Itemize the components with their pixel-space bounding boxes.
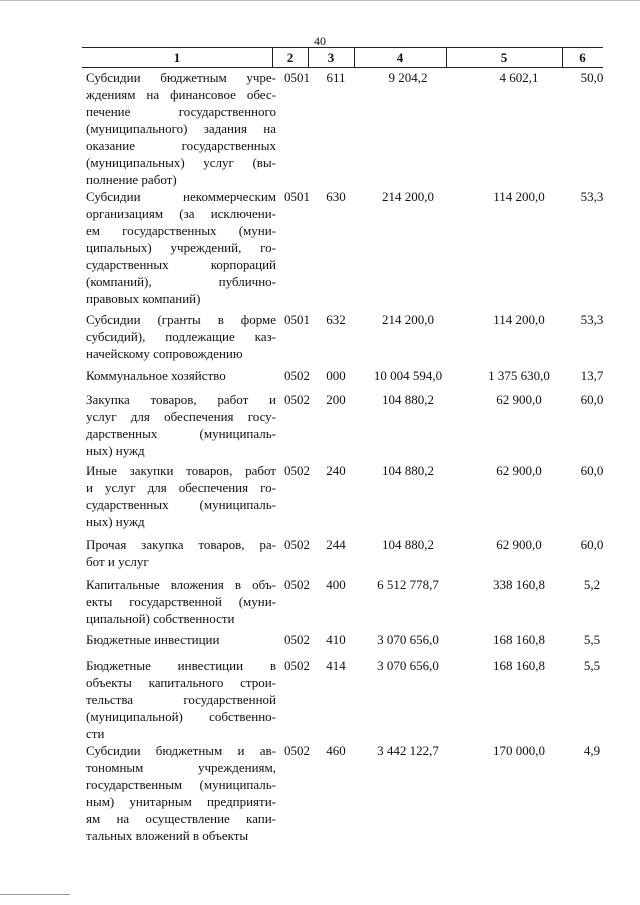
cell-c2: 0502	[284, 658, 310, 673]
description-line: государственным (муниципаль-	[86, 777, 276, 792]
description-line: Субсидии бюджетным и ав-	[86, 743, 276, 758]
description-line: ем государственных (муни-	[86, 223, 276, 238]
description-line: объекты капитального строи-	[86, 675, 276, 690]
description-line: ных) нужд	[86, 514, 145, 529]
row-description	[86, 311, 276, 362]
description-line: начейскому сопровождению	[86, 346, 243, 361]
description-line: сударственных (муниципаль-	[86, 497, 276, 512]
row-description	[86, 391, 276, 459]
row-description	[86, 657, 276, 742]
description-line: тельства государственной	[86, 692, 276, 707]
cell-c6: 5,5	[583, 632, 601, 647]
cell-c5: 62 900,0	[496, 537, 542, 552]
description-line: субсидий), подлежащие каз-	[86, 329, 276, 344]
cell-c4: 104 880,2	[382, 463, 434, 478]
description-line: дарственных (муниципаль-	[86, 426, 276, 441]
description-line: Коммунальное хозяйство	[86, 368, 226, 383]
description-line: тальных вложений в объекты	[86, 828, 249, 843]
row-description	[86, 462, 276, 530]
cell-c2: 0502	[284, 632, 310, 647]
description-line: (муниципальных) услуг (вы-	[86, 155, 276, 170]
header-col-1: 1	[173, 50, 181, 65]
cell-c2: 0501	[284, 70, 310, 85]
cell-c5: 1 375 630,0	[488, 368, 550, 383]
cell-c5: 4 602,1	[499, 70, 539, 85]
header-col-4: 4	[396, 50, 404, 65]
cell-c6: 50,0	[580, 70, 604, 85]
description-line: ждениям на финансовое обес-	[86, 87, 276, 102]
scan-mark	[0, 894, 70, 895]
cell-c3: 414	[326, 658, 346, 673]
cell-c2: 0502	[284, 577, 310, 592]
description-line: Субсидии (гранты в форме	[86, 312, 276, 327]
row-description	[86, 536, 276, 570]
description-line: Капитальные вложения в объ-	[86, 577, 276, 592]
cell-c5: 170 000,0	[493, 743, 545, 758]
description-line: Бюджетные инвестиции	[86, 632, 220, 647]
row-description	[86, 188, 276, 307]
row-description	[86, 631, 276, 648]
cell-c3: 400	[326, 577, 346, 592]
header-col-6: 6	[579, 50, 586, 65]
description-line: сударственных корпораций	[86, 257, 276, 272]
cell-c5: 62 900,0	[496, 392, 542, 407]
cell-c5: 62 900,0	[496, 463, 542, 478]
cell-c6: 5,2	[583, 577, 601, 592]
description-line: правовых компаний)	[86, 291, 201, 306]
table-header	[82, 47, 603, 68]
description-line: печение государственного	[86, 104, 276, 119]
cell-c3: 410	[326, 632, 346, 647]
cell-c4: 6 512 778,7	[377, 577, 439, 592]
cell-c4: 3 442 122,7	[377, 743, 439, 758]
cell-c4: 104 880,2	[382, 537, 434, 552]
cell-c6: 53,3	[580, 189, 604, 204]
description-line: Субсидии бюджетным учре-	[86, 70, 276, 85]
description-line: сти	[86, 726, 105, 741]
cell-c4: 214 200,0	[382, 312, 434, 327]
description-line: Иные закупки товаров, работ	[86, 463, 276, 478]
cell-c3: 200	[326, 392, 346, 407]
description-line: тономным учреждениям,	[86, 760, 276, 775]
description-line: ям на осуществление капи-	[86, 811, 276, 826]
cell-c6: 4,9	[583, 743, 601, 758]
description-line: полнение работ)	[86, 172, 177, 187]
cell-c3: 240	[326, 463, 346, 478]
description-line: Бюджетные инвестиции в	[86, 658, 276, 673]
cell-c5: 168 160,8	[493, 632, 545, 647]
row-description	[86, 69, 276, 188]
row-description	[86, 367, 276, 384]
description-line: ным) унитарным предприяти-	[86, 794, 276, 809]
cell-c4: 10 004 594,0	[373, 368, 443, 383]
cell-c5: 168 160,8	[493, 658, 545, 673]
cell-c6: 13,7	[580, 368, 604, 383]
cell-c6: 5,5	[583, 658, 601, 673]
cell-c3: 460	[326, 743, 346, 758]
cell-c5: 338 160,8	[493, 577, 545, 592]
cell-c3: 000	[326, 368, 346, 383]
page-number: 40	[314, 34, 326, 48]
cell-c3: 244	[326, 537, 346, 552]
cell-c2: 0502	[284, 392, 310, 407]
description-line: ципальной) собственности	[86, 611, 235, 626]
cell-c6: 53,3	[580, 312, 604, 327]
description-line: Прочая закупка товаров, ра-	[86, 537, 276, 552]
cell-c2: 0501	[284, 312, 310, 327]
description-line: услуг для обеспечения госу-	[86, 409, 276, 424]
cell-c4: 214 200,0	[382, 189, 434, 204]
cell-c4: 104 880,2	[382, 392, 434, 407]
cell-c2: 0502	[284, 743, 310, 758]
cell-c2: 0502	[284, 537, 310, 552]
description-line: ных) нужд	[86, 443, 145, 458]
row-description	[86, 576, 276, 627]
description-line: ципальных) учреждений, го-	[86, 240, 276, 255]
description-line: и услуг для обеспечения го-	[86, 480, 276, 495]
cell-c4: 3 070 656,0	[377, 658, 439, 673]
cell-c2: 0501	[284, 189, 310, 204]
header-col-3: 3	[327, 50, 335, 65]
cell-c3: 611	[326, 70, 346, 85]
row-description	[86, 742, 276, 844]
cell-c4: 9 204,2	[388, 70, 428, 85]
cell-c4: 3 070 656,0	[377, 632, 439, 647]
description-line: (муниципального) задания на	[86, 121, 276, 136]
cell-c3: 632	[326, 312, 346, 327]
cell-c6: 60,0	[580, 463, 604, 478]
header-col-2: 2	[286, 50, 294, 65]
header-col-5: 5	[500, 50, 508, 65]
description-line: Субсидии некоммерческим	[86, 189, 276, 204]
cell-c3: 630	[326, 189, 346, 204]
description-line: Закупка товаров, работ и	[86, 392, 276, 407]
cell-c2: 0502	[284, 463, 310, 478]
cell-c6: 60,0	[580, 392, 604, 407]
scan-edge	[0, 0, 640, 1]
description-line: бот и услуг	[86, 554, 149, 569]
description-line: (муниципальной) собственно-	[86, 709, 276, 724]
description-line: екты государственной (муни-	[86, 594, 276, 609]
cell-c6: 60,0	[580, 537, 604, 552]
cell-c5: 114 200,0	[493, 189, 545, 204]
description-line: (компаний), публично-	[86, 274, 276, 289]
cell-c2: 0502	[284, 368, 310, 383]
description-line: оказание государственных	[86, 138, 276, 153]
cell-c5: 114 200,0	[493, 312, 545, 327]
description-line: организациям (за исключени-	[86, 206, 276, 221]
